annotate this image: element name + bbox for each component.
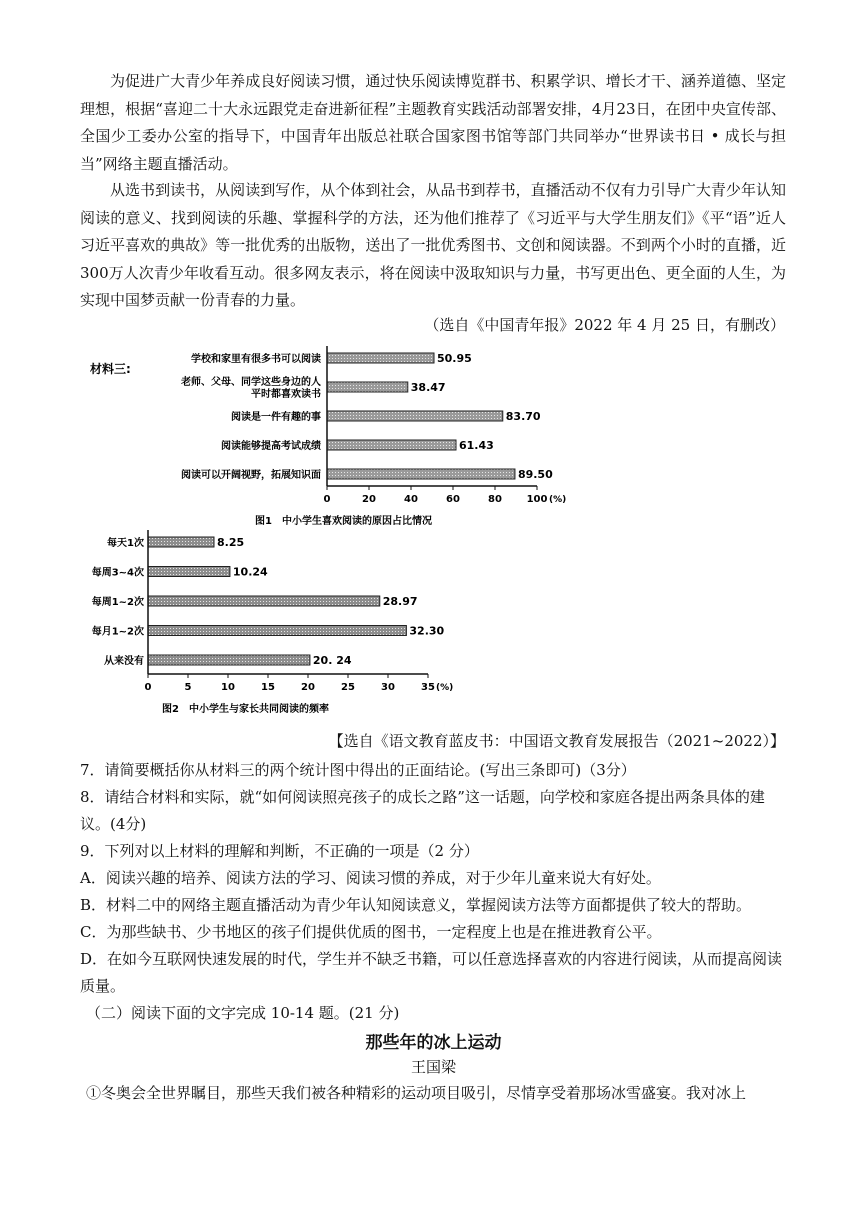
chart1-category-label: 阅读能够提高考试成绩: [221, 441, 321, 452]
article-title: 那些年的冰上运动: [365, 1033, 502, 1053]
chart1-bar: [327, 440, 456, 450]
chart1-category-label: 平时都喜欢读书: [251, 389, 321, 400]
chart1-tick-label: 0: [323, 494, 331, 505]
chart1-unit-label: (%): [549, 495, 567, 505]
chart1-tick-label: 60: [446, 494, 460, 505]
chart2-tick-label: 30: [381, 682, 395, 693]
chart1-category-label: 老师、父母、同学这些身边的人: [181, 377, 321, 388]
chart1-title: 图1 中小学生喜欢阅读的原因占比情况: [255, 516, 432, 527]
chart1-tick-label: 40: [404, 494, 418, 505]
chart2-value-label: 8.25: [217, 536, 245, 549]
question-7: 7．请简要概括你从材料三的两个统计图中得出的正面结论。(写出三条即可)（3分）: [80, 761, 636, 779]
chart1-bar: [327, 382, 408, 392]
section-2-heading: （二）阅读下面的文字完成 10-14 题。(21 分): [86, 1004, 400, 1022]
chart2-bar: [148, 596, 380, 606]
question-8-line2: 议。(4分): [80, 815, 147, 833]
chart1-tick-label: 100: [526, 494, 548, 505]
chart1-category-label: 学校和家里有很多书可以阅读: [191, 354, 321, 365]
chart2-category-label: 每月1~2次: [91, 626, 144, 638]
question-9: 9．下列对以上材料的理解和判断，不正确的一项是（2 分）: [80, 842, 479, 860]
chart1-category-label: 阅读可以开阔视野，拓展知识面: [181, 470, 321, 481]
article-author: 王国梁: [410, 1058, 456, 1076]
chart-area: [80, 340, 580, 722]
chart2-value-label: 10.24: [232, 565, 268, 579]
option-d-line2: 质量。: [80, 977, 126, 995]
chart1-value-label: 83.70: [505, 410, 541, 423]
chart2-frequency: [92, 530, 454, 715]
chart2-category-label: 每周1~2次: [91, 597, 144, 608]
chart2-bar: [148, 626, 406, 636]
option-a: A．阅读兴趣的培养、阅读方法的学习、阅读习惯的养成，对于少年儿童来说大有好处。: [80, 869, 661, 887]
option-c: C．为那些缺书、少书地区的孩子们提供优质的图书，一定程度上也是在推进教育公平。: [80, 923, 662, 941]
chart2-bar: [148, 655, 310, 665]
chart2-category-label: 每天1次: [107, 538, 144, 549]
chart1-value-label: 38.47: [410, 381, 446, 394]
chart1-value-label: 50.95: [436, 352, 472, 365]
option-d-line1: D．在如今互联网快速发展的时代，学生并不缺乏书籍，可以任意选择喜欢的内容进行阅读，从而提高阅读: [80, 950, 783, 968]
chart1-value-label: 61.43: [459, 439, 494, 452]
chart2-tick-label: 10: [221, 682, 235, 693]
chart2-tick-label: 0: [144, 682, 152, 693]
chart1-bar: [327, 469, 515, 479]
question-8-line1: 8．请结合材料和实际，就“如何阅读照亮孩子的成长之路”这一话题，向学校和家庭各提出两条具体的建: [80, 788, 765, 806]
chart2-bar: [148, 537, 214, 547]
chart2-tick-label: 5: [184, 682, 192, 693]
passage-paragraph-2: 从选书到读书，从阅读到写作，从个体到社会，从品书到荐书，直播活动不仅有力引导广大青少年认知阅读的意义、找到阅读的乐趣、掌握科学的方法，还为他们推荐了《习近平与大学生朋友们》《平“语”近人习近平喜欢的典故》等一批优秀的出版物，送出了一批优秀图书、文创和阅读器。不到两个小时的直播，近300万人次青少年收看互动。很多网友表示，将在阅读中汲取知识与力量，书写更出色、更全面的人生，为实现中国梦贡献一份青春的力量。: [80, 181, 786, 309]
passage-paragraph-1: 为促进广大青少年养成良好阅读习惯，通过快乐阅读博览群书、积累学识、增长才干、涵养道德、坚定理想，根据“喜迎二十大永远跟党走奋进新征程”主题教育实践活动部署安排，4月23日，在团中央宣传部、全国少工委办公室的指导下，中国青年出版总社联合国家图书馆等部门共同举办“世界读书日 • 成长与担当”网络主题直播活动。: [80, 72, 786, 173]
chart1-tick-label: 20: [362, 494, 376, 505]
chart2-bar: [148, 567, 230, 577]
chart2-tick-label: 35: [421, 682, 435, 693]
chart1-bar: [327, 353, 434, 363]
chart2-tick-label: 25: [341, 682, 355, 693]
chart1-reasons: [180, 346, 566, 527]
chart2-tick-label: 20: [301, 682, 315, 693]
chart2-unit-label: (%): [436, 683, 454, 693]
passage-source: （选自《中国青年报》2022 年 4 月 25 日，有删改）: [424, 316, 785, 334]
chart2-title: 图2 中小学生与家长共同阅读的频率: [162, 704, 329, 715]
chart1-bar: [327, 411, 503, 421]
chart2-tick-label: 15: [261, 682, 275, 693]
chart2-value-label: 20. 24: [312, 654, 352, 667]
chart1-tick-label: 80: [488, 494, 502, 505]
chart2-category-label: 每周3~4次: [91, 567, 144, 579]
chart2-value-label: 28.97: [382, 595, 418, 608]
chart2-value-label: 32.30: [409, 624, 445, 638]
chart2-category-label: 从来没有: [104, 656, 144, 667]
option-b: B．材料二中的网络主题直播活动为青少年认知阅读意义，掌握阅读方法等方面都提供了较大的帮助。: [80, 896, 752, 914]
chart1-value-label: 89.50: [517, 468, 553, 481]
article-paragraph-1: ①冬奥会全世界瞩目，那些天我们被各种精彩的运动项目吸引，尽情享受着那场冰雪盛宴。我对冰上: [86, 1084, 747, 1102]
chart-source: 【选自《语文教育蓝皮书：中国语文教育发展报告（2021~2022）】: [328, 732, 785, 750]
material3-label: 材料三:: [90, 362, 131, 376]
chart1-category-label: 阅读是一件有趣的事: [231, 412, 321, 423]
